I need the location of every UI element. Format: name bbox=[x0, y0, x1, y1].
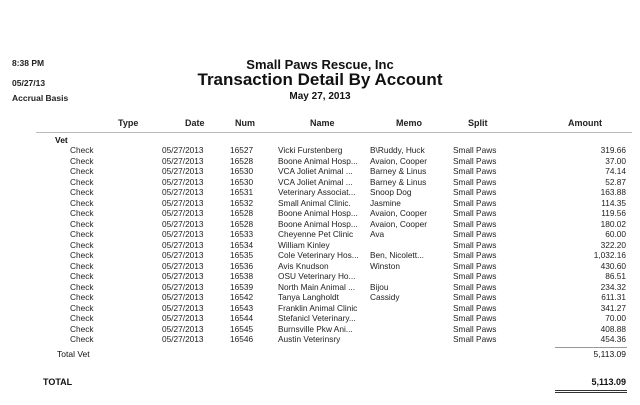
row-type: Check bbox=[70, 323, 94, 334]
row-amount: 70.00 bbox=[605, 313, 626, 323]
row-name: Cheyenne Pet Clinic bbox=[278, 229, 354, 239]
row-date: 05/27/2013 bbox=[162, 302, 204, 313]
row-type: Check bbox=[70, 313, 94, 323]
transaction-rows bbox=[0, 145, 640, 345]
row-num: 16528 bbox=[230, 208, 254, 218]
row-split: Small Paws bbox=[453, 239, 497, 250]
row-split: Small Paws bbox=[453, 155, 497, 166]
row-date: 05/27/2013 bbox=[162, 187, 204, 197]
row-num: 16528 bbox=[230, 218, 254, 229]
row-name: OSU Veterinary Ho... bbox=[278, 271, 356, 281]
row-split: Small Paws bbox=[453, 313, 497, 323]
table-row bbox=[0, 334, 640, 345]
row-num: 16527 bbox=[230, 145, 254, 155]
report-date: 05/27/13 bbox=[12, 78, 46, 88]
row-memo: Ben, Nicolett... bbox=[370, 250, 424, 260]
row-memo: B\Ruddy, Huck bbox=[370, 145, 425, 155]
row-split: Small Paws bbox=[453, 176, 497, 187]
row-split: Small Paws bbox=[453, 166, 497, 176]
table-row bbox=[0, 250, 640, 261]
row-date: 05/27/2013 bbox=[162, 271, 204, 281]
row-date: 05/27/2013 bbox=[162, 155, 204, 166]
row-num: 16528 bbox=[230, 155, 254, 166]
col-memo: Memo bbox=[396, 118, 423, 128]
report-time: 8:38 PM bbox=[12, 58, 45, 68]
row-amount: 1,032.16 bbox=[593, 250, 626, 260]
row-type: Check bbox=[70, 271, 94, 281]
row-num: 16539 bbox=[230, 281, 254, 292]
row-name: Burnsville Pkw Ani... bbox=[278, 323, 353, 334]
col-type: Type bbox=[118, 118, 139, 128]
row-type: Check bbox=[70, 155, 94, 166]
row-name: Veterinary Associat... bbox=[278, 187, 356, 197]
row-num: 16542 bbox=[230, 292, 254, 302]
row-type: Check bbox=[70, 292, 94, 302]
row-date: 05/27/2013 bbox=[162, 334, 204, 344]
col-date: Date bbox=[185, 118, 205, 128]
row-amount: 341.27 bbox=[600, 302, 626, 313]
row-type: Check bbox=[70, 218, 94, 229]
table-row bbox=[0, 145, 640, 156]
subtotal-rule bbox=[555, 347, 627, 348]
col-name: Name bbox=[310, 118, 335, 128]
row-num: 16535 bbox=[230, 250, 254, 260]
row-amount: 60.00 bbox=[605, 229, 626, 239]
row-name: Vicki Furstenberg bbox=[278, 145, 343, 155]
table-row bbox=[0, 271, 640, 282]
table-row bbox=[0, 229, 640, 240]
row-amount: 322.20 bbox=[600, 239, 626, 250]
row-name: Avis Knudson bbox=[278, 260, 329, 271]
row-type: Check bbox=[70, 197, 94, 208]
row-split: Small Paws bbox=[453, 145, 497, 155]
table-row bbox=[0, 156, 640, 167]
row-name: Franklin Animal Clinic bbox=[278, 302, 358, 313]
row-date: 05/27/2013 bbox=[162, 239, 204, 250]
row-name: North Main Animal ... bbox=[278, 281, 356, 292]
row-amount: 234.32 bbox=[600, 281, 626, 292]
row-date: 05/27/2013 bbox=[162, 281, 204, 292]
table-row bbox=[0, 187, 640, 198]
row-memo: Avaion, Cooper bbox=[370, 208, 428, 218]
row-num: 16545 bbox=[230, 323, 254, 334]
row-split: Small Paws bbox=[453, 218, 497, 229]
table-row bbox=[0, 313, 640, 324]
row-split: Small Paws bbox=[453, 302, 497, 313]
report-period: May 27, 2013 bbox=[289, 91, 351, 102]
row-num: 16543 bbox=[230, 302, 254, 313]
row-split: Small Paws bbox=[453, 208, 497, 218]
table-row bbox=[0, 282, 640, 293]
row-date: 05/27/2013 bbox=[162, 166, 204, 176]
row-amount: 119.56 bbox=[601, 208, 626, 218]
row-name: VCA Joliet Animal ... bbox=[278, 176, 353, 187]
row-split: Small Paws bbox=[453, 250, 497, 260]
row-num: 16546 bbox=[230, 334, 254, 344]
row-memo: Cassidy bbox=[370, 292, 400, 302]
row-name: Tanya Langholdt bbox=[278, 292, 339, 302]
row-name: VCA Joliet Animal ... bbox=[278, 166, 353, 176]
total-rule-top bbox=[555, 390, 627, 391]
row-memo: Barney & Linus bbox=[370, 176, 427, 187]
row-amount: 408.88 bbox=[600, 323, 626, 334]
row-memo: Avaion, Cooper bbox=[370, 218, 428, 229]
row-num: 16536 bbox=[230, 260, 254, 271]
row-split: Small Paws bbox=[453, 271, 497, 281]
row-name: William Kinley bbox=[278, 239, 330, 250]
row-amount: 180.02 bbox=[600, 218, 626, 229]
row-amount: 114.35 bbox=[601, 197, 626, 208]
row-date: 05/27/2013 bbox=[162, 260, 204, 271]
subtotal-amount: 5,113.09 bbox=[593, 349, 626, 359]
row-type: Check bbox=[70, 260, 94, 271]
row-amount: 454.36 bbox=[600, 334, 626, 344]
row-date: 05/27/2013 bbox=[162, 292, 204, 302]
row-memo: Bijou bbox=[370, 281, 389, 292]
row-type: Check bbox=[70, 229, 94, 239]
row-split: Small Paws bbox=[453, 323, 497, 334]
report-title: Transaction Detail By Account bbox=[197, 70, 443, 89]
row-memo: Avaion, Cooper bbox=[370, 155, 428, 166]
row-type: Check bbox=[70, 176, 94, 187]
row-split: Small Paws bbox=[453, 334, 497, 344]
row-date: 05/27/2013 bbox=[162, 218, 204, 229]
table-row bbox=[0, 198, 640, 209]
row-amount: 430.60 bbox=[600, 260, 626, 271]
col-split: Split bbox=[468, 118, 488, 128]
row-memo: Snoop Dog bbox=[370, 187, 412, 197]
row-date: 05/27/2013 bbox=[162, 323, 204, 334]
row-num: 16530 bbox=[230, 166, 254, 176]
row-amount: 319.66 bbox=[600, 145, 626, 155]
row-type: Check bbox=[70, 145, 94, 155]
table-row bbox=[0, 177, 640, 188]
row-name: Boone Animal Hosp... bbox=[278, 155, 358, 166]
row-memo: Barney & Linus bbox=[370, 166, 427, 176]
row-type: Check bbox=[70, 281, 94, 292]
row-type: Check bbox=[70, 239, 94, 250]
row-type: Check bbox=[70, 250, 94, 260]
column-headers bbox=[0, 118, 640, 132]
row-date: 05/27/2013 bbox=[162, 313, 204, 323]
row-name: Small Animal Clinic. bbox=[278, 197, 351, 208]
row-amount: 74.14 bbox=[605, 166, 626, 176]
row-amount: 611.31 bbox=[601, 292, 626, 302]
row-amount: 52.87 bbox=[605, 176, 626, 187]
table-row bbox=[0, 303, 640, 314]
total-rule-bottom bbox=[555, 392, 627, 393]
row-name: Austin Veterinsry bbox=[278, 334, 341, 344]
row-date: 05/27/2013 bbox=[162, 145, 204, 155]
row-type: Check bbox=[70, 208, 94, 218]
total-label: TOTAL bbox=[43, 377, 73, 387]
row-name: Boone Animal Hosp... bbox=[278, 218, 358, 229]
row-amount: 86.51 bbox=[605, 271, 626, 281]
table-row bbox=[0, 261, 640, 272]
row-num: 16544 bbox=[230, 313, 254, 323]
row-memo: Winston bbox=[370, 260, 400, 271]
row-memo: Jasmine bbox=[370, 197, 401, 208]
row-name: Cole Veterinary Hos... bbox=[278, 250, 359, 260]
table-row bbox=[0, 166, 640, 177]
row-type: Check bbox=[70, 334, 94, 344]
row-name: Boone Animal Hosp... bbox=[278, 208, 358, 218]
row-type: Check bbox=[70, 187, 94, 197]
row-num: 16530 bbox=[230, 176, 254, 187]
col-num: Num bbox=[235, 118, 255, 128]
row-split: Small Paws bbox=[453, 197, 497, 208]
row-num: 16538 bbox=[230, 271, 254, 281]
table-row bbox=[0, 219, 640, 230]
subtotal-label: Total Vet bbox=[57, 349, 90, 359]
row-date: 05/27/2013 bbox=[162, 176, 204, 187]
row-split: Small Paws bbox=[453, 292, 497, 302]
report-basis: Accrual Basis bbox=[12, 93, 69, 103]
row-num: 16534 bbox=[230, 239, 254, 250]
group-label: Vet bbox=[55, 135, 68, 145]
row-name: Stefanicl Veterinary... bbox=[278, 313, 356, 323]
row-num: 16531 bbox=[230, 187, 254, 197]
header-rule bbox=[36, 132, 632, 133]
row-amount: 37.00 bbox=[605, 155, 626, 166]
row-type: Check bbox=[70, 302, 94, 313]
row-date: 05/27/2013 bbox=[162, 197, 204, 208]
row-memo: Ava bbox=[370, 229, 385, 239]
row-date: 05/27/2013 bbox=[162, 250, 204, 260]
company-name: Small Paws Rescue, Inc bbox=[246, 57, 394, 72]
row-date: 05/27/2013 bbox=[162, 208, 204, 218]
row-amount: 163.88 bbox=[600, 187, 626, 197]
row-split: Small Paws bbox=[453, 260, 497, 271]
total-amount: 5,113.09 bbox=[591, 377, 626, 387]
table-row bbox=[0, 208, 640, 219]
table-row bbox=[0, 240, 640, 251]
row-split: Small Paws bbox=[453, 229, 497, 239]
row-split: Small Paws bbox=[453, 281, 497, 292]
table-row bbox=[0, 292, 640, 303]
row-type: Check bbox=[70, 166, 94, 176]
row-date: 05/27/2013 bbox=[162, 229, 204, 239]
row-num: 16532 bbox=[230, 197, 254, 208]
col-amount: Amount bbox=[568, 118, 602, 128]
row-num: 16533 bbox=[230, 229, 254, 239]
table-row bbox=[0, 324, 640, 335]
row-split: Small Paws bbox=[453, 187, 497, 197]
